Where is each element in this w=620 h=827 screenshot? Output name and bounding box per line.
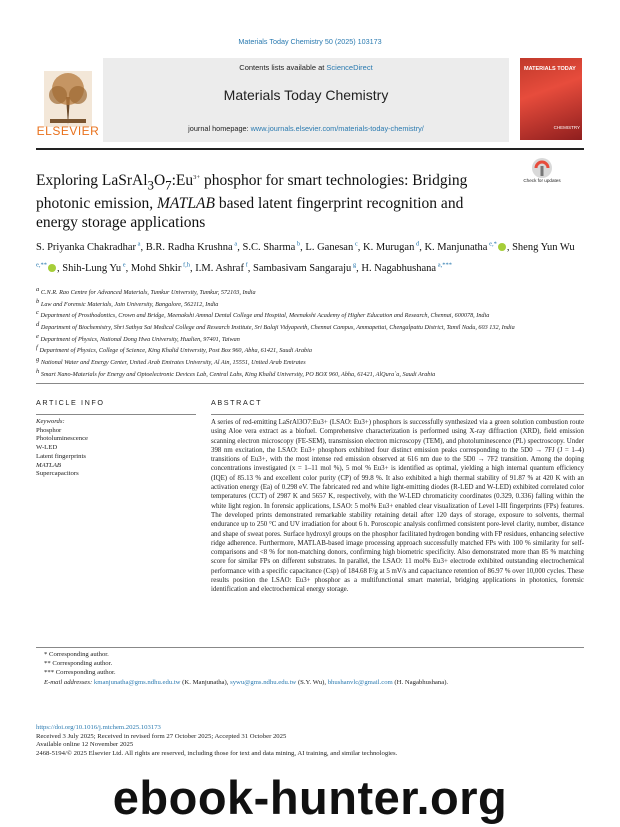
footnotes: [36, 650, 584, 687]
received-dates: Received 3 July 2025; Received in revised form 27 October 2025; Accepted 31 October 2025: [36, 732, 287, 740]
email-owner-3: (H. Nagabhushana).: [392, 678, 449, 686]
publication-info: [36, 724, 584, 759]
email-link-3[interactable]: bhushanvlc@gmail.com: [327, 678, 393, 686]
affiliation: [36, 356, 584, 368]
affiliation-text: Law and Forensic Materials, Jain University, Bangalore, 562112, India: [40, 300, 219, 308]
article-title: [36, 168, 506, 232]
affiliation-list: [36, 286, 584, 379]
article-info-rule: [36, 414, 196, 415]
title-sub-3: 3: [147, 177, 154, 193]
affiliation-text: Department of Physics, National Dong Hwa University, Hualien, 97401, Taiwan: [40, 335, 240, 343]
contents-prefix: Contents lists available at: [239, 63, 327, 72]
keywords-block: [36, 418, 196, 479]
homepage-prefix: journal homepage:: [188, 124, 251, 133]
abstract-text: A series of red-emitting LaSrAl3O7:Eu3+ (LSAO: Eu3+) phosphors is successfully synthesized via a green solution combustion route using Aloe vera extract as a biofuel. Comprehensive characterization is performed using X-ray diffraction (XRD), field emission scanning electron microscopy (FE-SEM), transmission electron microscopy (TEM), and photoluminescence (PL) spectroscopy. Under 398 nm excitation, the LSAO: Eu3+ phosphors exhibited four distinct emission peaks corresponding to the 5D0 → 7FJ (J = 1–4) transitions of Eu3+, with the most intense red emission observed at 616 nm due to the 5D0 → 7F2 transition. Among the doping concentrations investigated (x = 1–11 mol %), 5 mol % Eu3+ is identified as optimal, yielding a high internal quantum efficiency (IQE) of 85.13 % and excellent color purity (CP) of 99.8 %. It also exhibited a high thermal stability of 91.87 % at 420 K with an activation energy (Ea) of 0.298 eV. The fabricated red and white light-emitting diodes (R-LED and W-LED) exhibited correlated color temperatures (CCT) of 2987 K and 5657 K, respectively, with the W-LED chromaticity coordinates (0.329, 0.336) falling within the white light region. In forensic applications, LSAO: 5 mol% Eu3+ enabled clear visualization of Level I-III fingerprints (FPs) features. The developed prints demonstrated remarkable stability retaining detail after 120 days of storage, exposure to solvents, thermal endurance up to 250 °C and UV irradiation for about 6 h. Poroscopic analysis confirmed consistent pore-level clarity, number, distance and shape of sweat pores. Surface hydroxyl groups on the phosphor facilitated hydrogen bonding with FP residues, enhancing selective ridge adherence. Furthermore, MATLAB-based image processing approach successfully matched FPs with 100 % similarity for self-comparisons and <8 % for non-matching donors, confirming high biometric specificity. Also demonstrated more than 85 % matching score for similar FPs on different substrates. In parallel, the LSAO: 11 mol% Eu3+ electrode exhibited outstanding electrochemical performance with a specific capacitance (Csp) of 184.68 F/g at 5 mV/s and capacitance retention of 86.97 % over 10,000 cycles. These results position the LSAO: Eu3+ phosphor as a multifunctional smart material, bridging applications in photonics, forensic identification and electrochemical energy storage.: [211, 419, 584, 594]
online-date: Available online 12 November 2025: [36, 741, 134, 749]
elsevier-wordmark: ELSEVIER: [36, 124, 100, 138]
author-affiliation-marker[interactable]: a: [232, 240, 238, 247]
watermark-text: ebook-hunter.org: [112, 771, 508, 824]
author[interactable]: Sheng Yun Wu $^{e,**}$ ,: [36, 241, 575, 274]
keywords-label: Keywords:: [36, 418, 65, 425]
corresponding-author-1: * Corresponding author.: [44, 651, 109, 658]
author-name[interactable]: Sheng Yun Wu: [512, 241, 575, 253]
affiliation-key: c: [36, 309, 41, 317]
email-link-2[interactable]: sywu@gms.ndhu.edu.tw: [230, 678, 297, 686]
affiliation-text: Department of Prosthodontics, Crown and Bridge, Meenakshi Ammal Dental College and Hospital, Meenakshi Academy of Higher Education and Research, Chennai, 600078, India: [40, 312, 490, 320]
author-affiliation-marker[interactable]: a,***: [436, 261, 452, 268]
author[interactable]: B.R. Radha Krushna $^a$,: [145, 240, 243, 253]
affiliation-key: h: [36, 367, 41, 375]
author[interactable]: Shih-Lung Yu $^e$,: [62, 261, 131, 274]
author[interactable]: K. Manjunatha $^{e,*}$ ,: [424, 240, 513, 253]
author[interactable]: Mohd Shkir $^{f,h}$,: [130, 261, 196, 274]
author[interactable]: K. Murugan $^d$,: [363, 240, 425, 253]
title-text-3: based latent fingerprint recognition and energy storage applications: [36, 195, 464, 232]
title-text-2: phosphor for smart technologies: Bridging photonic emission,: [36, 172, 468, 213]
affiliation: [36, 298, 584, 310]
author[interactable]: S.C. Sharma $^b$,: [242, 240, 306, 253]
check-for-updates-icon[interactable]: [522, 156, 562, 180]
author-name[interactable]: H. Nagabhushana: [361, 262, 437, 274]
title-matlab: MATLAB: [156, 195, 215, 213]
author-name[interactable]: B.R. Radha Krushna: [145, 241, 233, 253]
email-link-1[interactable]: kmanjunatha@gms.ndhu.edu.tw: [93, 678, 181, 686]
title-text-1: Exploring LaSrAl: [36, 172, 148, 190]
affiliation-key: d: [36, 320, 41, 328]
affiliation-text: C.N.R. Rao Centre for Advanced Materials, Tumkur University, Tumkur, 572103, India: [40, 289, 256, 297]
author-affiliation-marker[interactable]: c: [353, 240, 358, 247]
email-label: E-mail addresses:: [44, 678, 94, 686]
keyword: Phosphor: [36, 426, 62, 434]
affiliation-key: g: [36, 355, 41, 363]
corresponding-author-3: *** Corresponding author.: [44, 669, 116, 677]
check-for-updates-label[interactable]: Check for updates: [523, 178, 561, 183]
title-eu: :Eu: [171, 172, 194, 190]
author-name[interactable]: K. Murugan: [363, 241, 415, 253]
keyword: Photoluminescence: [36, 435, 89, 443]
affiliation: [36, 344, 584, 356]
email-owner-1: (K. Manjunatha),: [180, 678, 231, 686]
author-affiliation-marker[interactable]: e: [121, 261, 126, 268]
article-info-heading: ARTICLE INFO: [36, 398, 105, 407]
author-affiliation-marker[interactable]: a: [136, 240, 141, 247]
corresponding-author-2: ** Corresponding author.: [44, 660, 113, 668]
journal-reference[interactable]: Materials Today Chemistry 50 (2025) 103173: [238, 37, 382, 46]
affiliation: [36, 309, 584, 321]
affiliation-key: f: [36, 344, 40, 352]
affiliation-text: Department of Physics, College of Science, King Khalid University, Post Box 960, Abha, 61421, Saudi Arabia: [39, 347, 312, 355]
footnote-rule: [36, 647, 584, 648]
orcid-icon[interactable]: [498, 243, 506, 251]
author-affiliation-marker[interactable]: f,h: [181, 261, 190, 268]
author-affiliation-marker[interactable]: g: [351, 261, 357, 268]
affiliation: [36, 321, 584, 333]
cover-subtitle: CHEMISTRY: [553, 125, 580, 130]
author-affiliation-marker[interactable]: e,**: [36, 261, 48, 268]
author-affiliation-marker[interactable]: f: [243, 261, 248, 268]
title-sub-7: 7: [165, 177, 172, 193]
affiliation-key: b: [36, 297, 41, 305]
title-sup: 3+: [193, 174, 201, 181]
journal-title: Materials Today Chemistry: [223, 87, 389, 103]
homepage-line: [103, 124, 509, 133]
title-o: O: [153, 172, 166, 190]
author-affiliation-marker[interactable]: d: [414, 240, 420, 247]
author-affiliation-marker[interactable]: b: [295, 240, 301, 247]
email-owner-2: (S.Y. Wu),: [296, 678, 328, 686]
sciencedirect-link[interactable]: ScienceDirect: [326, 63, 373, 72]
affiliation-key: a: [36, 286, 41, 293]
copyright: 2468-5194/© 2025 Elsevier Ltd. All rights are reserved, including those for text and data mining, AI training, and similar technologies.: [36, 750, 398, 758]
author-name[interactable]: I.M. Ashraf: [195, 262, 244, 274]
author-name[interactable]: S. Priyanka Chakradhar: [36, 241, 137, 253]
contents-line: [103, 63, 509, 72]
author-name[interactable]: S.C. Sharma: [242, 241, 296, 253]
author[interactable]: L. Ganesan $^c$,: [305, 240, 363, 253]
author-name[interactable]: Mohd Shkir: [130, 262, 182, 274]
cover-title: MATERIALS TODAY: [524, 66, 576, 72]
keyword: MATLAB: [36, 461, 62, 469]
affiliation-key: e: [36, 332, 41, 340]
author[interactable]: I.M. Ashraf $^f$,: [195, 261, 253, 274]
author-name[interactable]: Shih-Lung Yu: [62, 262, 122, 274]
orcid-icon[interactable]: [48, 264, 56, 272]
affiliation: [36, 286, 584, 298]
author[interactable]: S. Priyanka Chakradhar $^a$,: [36, 240, 146, 253]
affiliation-text: Smart Nano-Materials for Energy and Optoelectronic Devices Lab, Central Labs, King Khalid University, PO BOX 960, Abha, 61421, AlQura`a, Saudi Arabia: [40, 370, 436, 378]
author-name[interactable]: K. Manjunatha: [424, 241, 488, 253]
doi-link[interactable]: https://doi.org/10.1016/j.mtchem.2025.103173: [36, 724, 161, 731]
keyword: Latent fingerprints: [36, 452, 86, 460]
author[interactable]: Sambasivam Sangaraju $^g$,: [253, 261, 362, 274]
keyword: Supercapacitors: [36, 470, 79, 478]
affiliation: [36, 368, 584, 380]
abstract-rule: [211, 414, 584, 415]
author-name[interactable]: L. Ganesan: [305, 241, 354, 253]
header-rule: [36, 148, 584, 150]
author-affiliation-marker[interactable]: e,*: [487, 240, 497, 247]
author[interactable]: [361, 263, 452, 274]
section-rule: [36, 383, 584, 384]
keyword: W-LED: [36, 444, 58, 452]
author-name[interactable]: Sambasivam Sangaraju: [253, 262, 352, 274]
homepage-link[interactable]: www.journals.elsevier.com/materials-today-chemistry/: [250, 124, 424, 133]
affiliation-text: National Water and Energy Center, United Arab Emirates University, Al Ain, 15551, United Arab Emirates: [40, 359, 306, 366]
author-list: [36, 236, 576, 277]
affiliation: [36, 333, 584, 345]
affiliation-text: Department of Biochemistry, Shri Sathya Sai Medical College and Research Institute, Sri Balaji Vidyapeeth, Chennai Campus, Ammapettai, Chengalpattu District, Tamil Nadu, 603 132, India: [40, 324, 515, 332]
abstract-heading: ABSTRACT: [211, 398, 263, 407]
